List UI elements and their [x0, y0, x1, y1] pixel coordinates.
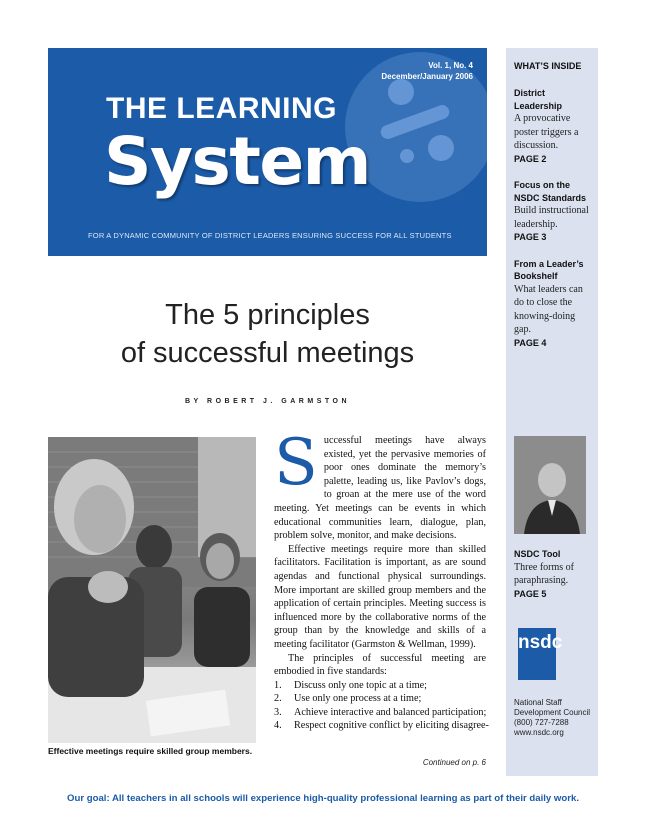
- meeting-photo-illustration: [48, 437, 256, 743]
- list-item-text: Use only one process at a time;: [294, 693, 422, 705]
- photo-caption: Effective meetings require skilled group members.: [48, 746, 253, 756]
- list-item-text: Discuss only one topic at a time;: [294, 679, 427, 691]
- masthead: [48, 48, 487, 256]
- org-phone: (800) 727-7288: [514, 718, 569, 727]
- principles-list: [274, 679, 489, 733]
- list-item-number: 1.: [274, 679, 282, 691]
- list-item-number: 3.: [274, 706, 282, 718]
- article-body: [274, 426, 489, 733]
- list-item: [274, 679, 486, 693]
- list-item-number: 2.: [274, 693, 282, 705]
- sidebar-item-page: PAGE 3: [514, 232, 547, 242]
- author-photo: [514, 436, 586, 534]
- sidebar-item-title: District Leadership: [514, 88, 563, 111]
- sidebar-item-desc: Three forms of paraphrasing.: [514, 561, 574, 586]
- sidebar-item-page: PAGE 2: [514, 153, 547, 164]
- nsdc-logo: nsdc: [518, 628, 556, 680]
- sidebar-heading: WHAT’S INSIDE: [514, 61, 582, 71]
- list-item-text: Respect cognitive conflict by eliciting disagree-: [294, 720, 489, 732]
- article-byline: BY ROBERT J. GARMSTON: [184, 398, 351, 405]
- list-item: [274, 692, 486, 706]
- headline-line2: of successful meetings: [120, 337, 415, 369]
- author-photo-illustration: [514, 436, 586, 534]
- list-item: [274, 719, 489, 733]
- drop-cap: S: [274, 426, 318, 500]
- headline-line1: The 5 principles: [165, 299, 370, 331]
- sidebar-item-title: NSDC Tool: [514, 549, 561, 559]
- sidebar-item-district-leadership[interactable]: [514, 87, 590, 165]
- article-paragraph-3: The principles of successful meeting are embodied in five standards:: [274, 652, 486, 678]
- masthead-title-line1: THE LEARNING: [106, 92, 337, 125]
- issue-date: December/January 2006: [381, 72, 473, 81]
- footer-goal: Our goal: All teachers in all schools will experience high-quality professional learning as part of their daily work.: [67, 793, 579, 804]
- issue-info: [381, 60, 473, 82]
- sidebar-item-title: Focus on the NSDC Standards: [514, 180, 587, 203]
- list-item-number: 4.: [274, 720, 282, 732]
- nsdc-contact: [514, 698, 598, 738]
- sidebar-item-desc: A provocative poster triggers a discussion.: [514, 113, 579, 151]
- sidebar-item-nsdc-standards[interactable]: [514, 179, 590, 244]
- sidebar-item-nsdc-tool[interactable]: [514, 548, 594, 600]
- sidebar-item-desc: What leaders can do to close the knowing-doing gap.: [514, 283, 583, 335]
- sidebar-item-page: PAGE 5: [514, 588, 547, 599]
- sidebar-item-page: PAGE 4: [514, 337, 547, 348]
- sidebar-item-title: From a Leader’s Bookshelf: [514, 258, 584, 281]
- meeting-photo: [48, 437, 256, 743]
- list-item: [274, 706, 486, 720]
- article-paragraph-2: Effective meetings require more than skilled facilitators. Facilitation is important, as are sound agendas and functional physical surroundings. More important are skilled group members and the application of certain principles. Meeting success is influenced more by the collaborative norms of the group than by the knowledge and skills of a meeting facilitator (Garmston & Wellman, 1999).: [274, 543, 486, 650]
- issue-volume: Vol. 1, No. 4: [428, 61, 473, 70]
- article-headline: [48, 296, 487, 372]
- masthead-tagline: FOR A DYNAMIC COMMUNITY OF DISTRICT LEADERS ENSURING SUCCESS FOR ALL STUDENTS: [88, 231, 452, 240]
- org-name: National Staff Development Council: [514, 698, 591, 717]
- org-website[interactable]: www.nsdc.org: [514, 728, 564, 737]
- masthead-title-line2: System: [104, 123, 370, 200]
- list-item-text: Achieve interactive and balanced participation;: [294, 706, 487, 718]
- whats-inside-sidebar: [506, 48, 598, 776]
- sidebar-item-bookshelf[interactable]: [514, 258, 590, 350]
- continued-link[interactable]: Continued on p. 6: [422, 758, 486, 767]
- sidebar-item-desc: Build instructional leadership.: [514, 205, 589, 230]
- article-paragraph-1: uccessful meetings have always existed, yet the pervasive memories of poor ones dominate the memory’s palette, leading us, like Pavlov’s dogs, to groan at the mere use of the word meeting. Yet meetings can be events in which educational communities learn, dialogue, plan, problem solve, monitor, and make decisions.: [274, 435, 486, 542]
